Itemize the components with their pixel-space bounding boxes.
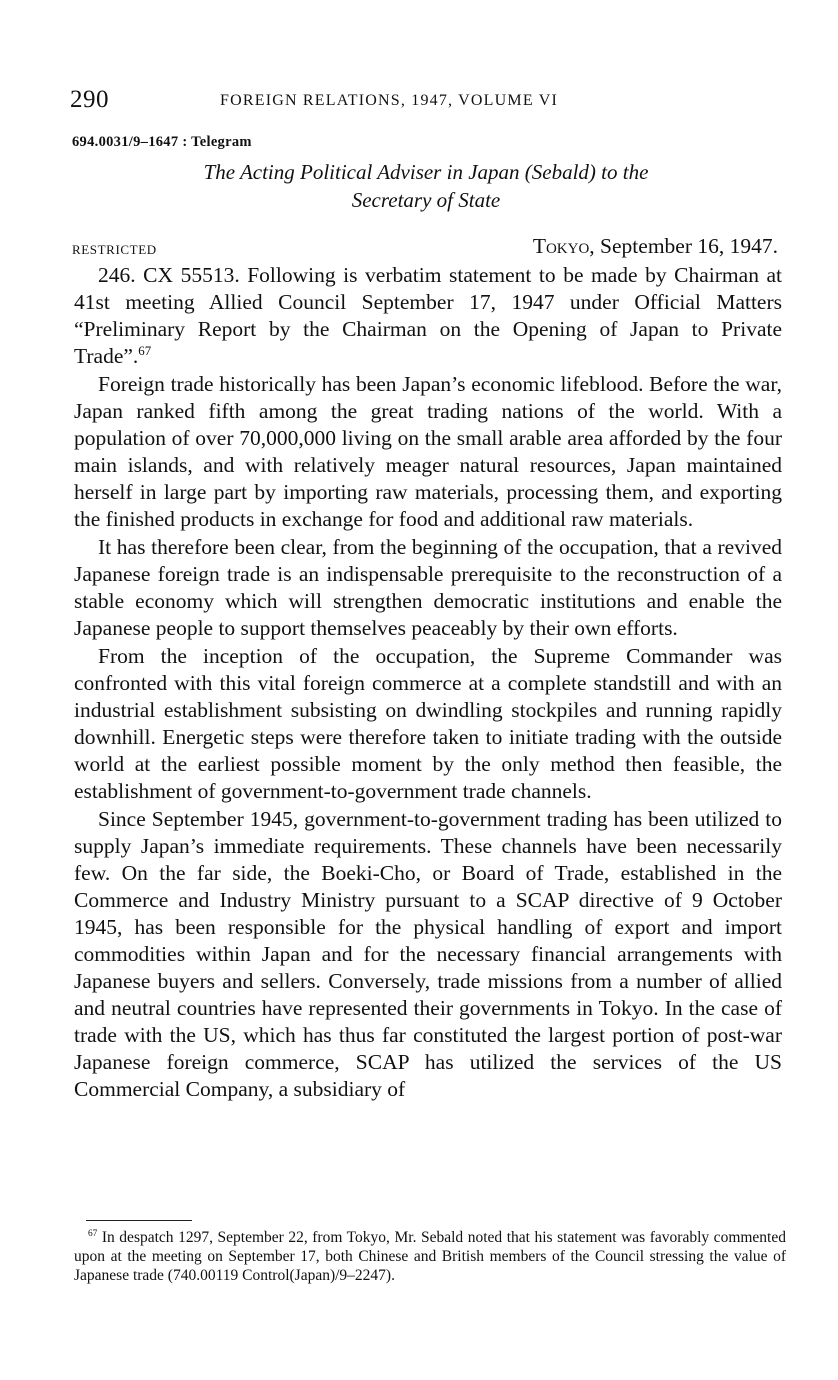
paragraph-1	[74, 262, 782, 370]
paragraph-2: Foreign trade historically has been Japan’s economic lifeblood. Before the war, Japan ranked fifth among the great trading nations of the world. With a population of over 70,000,000 living on the small arable area afforded by the four main islands, and with relatively meager natural resources, Japan maintained herself in large part by importing raw materials, processing them, and exporting the finished products in exchange for food and additional raw materials.	[74, 372, 782, 531]
document-title-line-1: The Acting Political Adviser in Japan (Sebald) to the	[203, 160, 649, 184]
paragraph-1-text: 246. CX 55513. Following is verbatim statement to be made by Chairman at 41st meeting Allied Council September 17, 1947 under Official Matters “Preliminary Report by the Chairman on the Opening of Japan to Private Trade”.	[74, 263, 782, 368]
footnote-divider	[86, 1220, 192, 1221]
place-date	[533, 234, 778, 259]
page-number: 290	[70, 86, 109, 113]
telegram-body	[74, 262, 782, 1103]
paragraph-5: Since September 1945, government-to-government trading has been utilized to supply Japan’s immediate requirements. These channels have been necessarily few. On the far side, the Boeki-Cho, or Board of Trade, established in the Commerce and Industry Ministry pursuant to a SCAP directive of 9 October 1945, has been responsible for the physical handling of export and import commodities within Japan and for the necessary financial arrangements with Japanese buyers and sellers. Conversely, trade missions from a number of allied and neutral countries have represented their governments in Tokyo. In the case of trade with the US, which has thus far constituted the largest portion of post-war Japanese foreign commerce, SCAP has utilized the services of the US Commercial Company, a subsidiary of	[74, 807, 782, 1101]
document-title	[96, 158, 756, 214]
running-head: FOREIGN RELATIONS, 1947, VOLUME VI	[220, 92, 558, 109]
paragraph-4: From the inception of the occupation, the Supreme Commander was confronted with this vital foreign commerce at a complete standstill and with an industrial establishment subsisting on dwindling stockpiles and running rapidly downhill. Energetic steps were therefore taken to initiate trading with the outside world at the earliest possible moment by the only method then feasible, the establishment of government-to-government trade channels.	[74, 644, 782, 803]
classification-label: RESTRICTED	[72, 242, 157, 257]
date: September 16, 1947.	[594, 234, 778, 258]
file-reference: 694.0031/9–1647 : Telegram	[72, 134, 252, 150]
footnote-reference: 67	[138, 343, 152, 358]
place: Tokyo,	[532, 234, 595, 258]
footnote-text: In despatch 1297, September 22, from Tokyo, Mr. Sebald noted that his statement was favorably commented upon at the meeting on September 17, both Chinese and British members of the Council stressing the value of Japanese trade (740.00119 Control(Japan)/9–2247).	[74, 1229, 786, 1284]
document-title-line-2: Secretary of State	[351, 188, 501, 212]
footnote-marker: 67	[88, 1228, 98, 1239]
page-header	[70, 86, 782, 116]
footnote	[74, 1228, 786, 1285]
paragraph-3: It has therefore been clear, from the beginning of the occupation, that a revived Japanese foreign trade is an indispensable prerequisite to the reconstruction of a stable economy which will strengthen democratic institutions and enable the Japanese people to support themselves peaceably by their own efforts.	[74, 535, 782, 640]
dateline	[72, 234, 778, 262]
